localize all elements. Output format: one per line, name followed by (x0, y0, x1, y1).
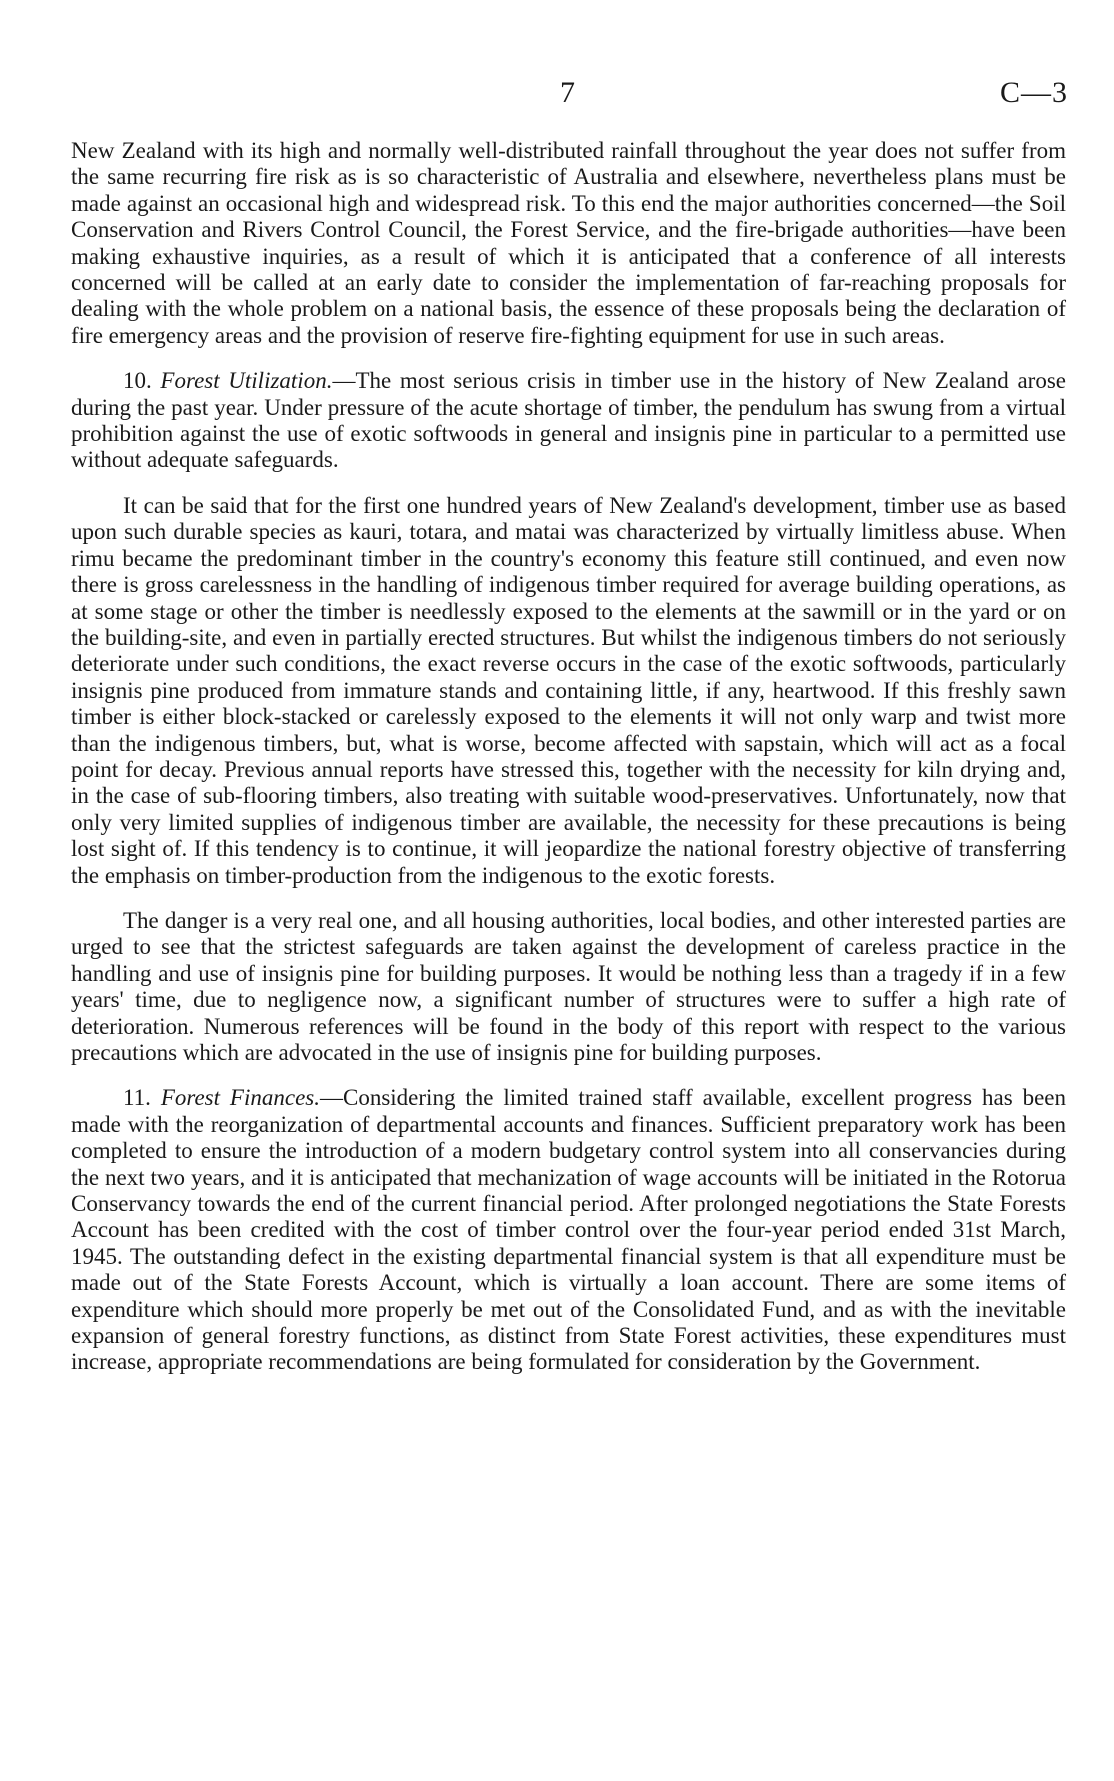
paragraph-danger: The danger is a very real one, and all housing authorities, local bodies, and other interested parties are urged to see that the strictest safeguards are taken against the development of careless practice in the handling and use of insignis pine for building purposes. It would be nothing less than a tragedy if in a few years' time, due to negligence now, a significant number of structures were to suffer a high rate of deterioration. Numerous references will be found in the body of this report with respect to the various precautions which are advocated in the use of insignis pine for building purposes. (71, 907, 1066, 1065)
body-text (71, 138, 1066, 1395)
section-heading: Forest Utilization. (160, 368, 333, 394)
section-number: 11. (123, 1085, 151, 1111)
page-number: 7 (560, 76, 575, 109)
paragraph-text: —The most serious crisis in timber use in the history of New Zealand arose during the past year. Under pressure of the acute shortage of timber, the pendulum has swung from a virtual prohibition against the use of exotic softwoods in general and insignis pine in particular to a permitted use without adequate safeguards. (71, 368, 1067, 473)
section-number: 10. (123, 368, 152, 394)
paragraph-timber-use-history: It can be said that for the first one hundred years of New Zealand's development, timber use as based upon such durable species as kauri, totara, and matai was characterized by virtually limitless abuse. When rimu became the predominant timber in the country's economy this feature still continued, and even now there is gross carelessness in the handling of indigenous timber required for average building operations, as at some stage or other the timber is needlessly exposed to the elements at the sawmill or in the yard or on the building-site, and even in partially erected structures. But whilst the indigenous timbers do not seriously deteriorate under such conditions, the exact reverse occurs in the case of the exotic softwoods, particularly insignis pine produced from immature stands and containing little, if any, heartwood. If this freshly sawn timber is either block-stacked or carelessly exposed to the elements it will not only warp and twist more than the indigenous timbers, but, what is worse, become affected with sapstain, which will act as a focal point for decay. Previous annual reports have stressed this, together with the necessity for kiln drying and, in the case of sub-flooring timbers, also treating with suitable wood-preservatives. Unfortunately, now that only very limited supplies of indigenous timber are available, the necessity for these precautions is being lost sight of. If this tendency is to continue, it will jeopardize the national forestry objective of transferring the emphasis on timber-production from the indigenous to the exotic forests. (71, 492, 1066, 888)
paragraph-forest-finances (71, 1085, 1066, 1375)
document-reference: C—3 (999, 76, 1068, 109)
paragraph-text: —Considering the limited trained staff available, excellent progress has been made with the reorganization of departmental accounts and finances. Sufficient preparatory work has been completed to ensure the introduction of a modern budgetary control system into all conservancies during the next two years, and it is anticipated that mechanization of wage accounts will be initiated in the Rotorua Conservancy towards the end of the current financial period. After prolonged negotiations the State Forests Account has been credited with the cost of timber control over the four-year period ended 31st March, 1945. The outstanding defect in the existing departmental financial system is that all expenditure must be made out of the State Forests Account, which is virtually a loan account. There are some items of expenditure which should more properly be met out of the Consolidated Fund, and as with the inevitable expansion of general forestry functions, as distinct from State Forest activities, these expenditures must increase, appropriate recommendations are being formulated for consideration by the Government. (71, 1085, 1066, 1375)
section-heading: Forest Finances. (160, 1085, 320, 1111)
paragraph-forest-utilization (71, 368, 1066, 474)
paragraph-fire-risk: New Zealand with its high and normally well-distributed rainfall throughout the year does not suffer from the same recurring fire risk as is so characteristic of Australia and elsewhere, nevertheless plans must be made against an occasional high and widespread risk. To this end the major authorities concerned—the Soil Conservation and Rivers Control Council, the Forest Service, and the fire-brigade authorities—have been making exhaustive inquiries, as a result of which it is anticipated that a conference of all interests concerned will be called at an early date to consider the implementation of far-reaching proposals for dealing with the whole problem on a national basis, the essence of these proposals being the declaration of fire emergency areas and the provision of reserve fire-fighting equipment for use in such areas. (71, 138, 1066, 348)
